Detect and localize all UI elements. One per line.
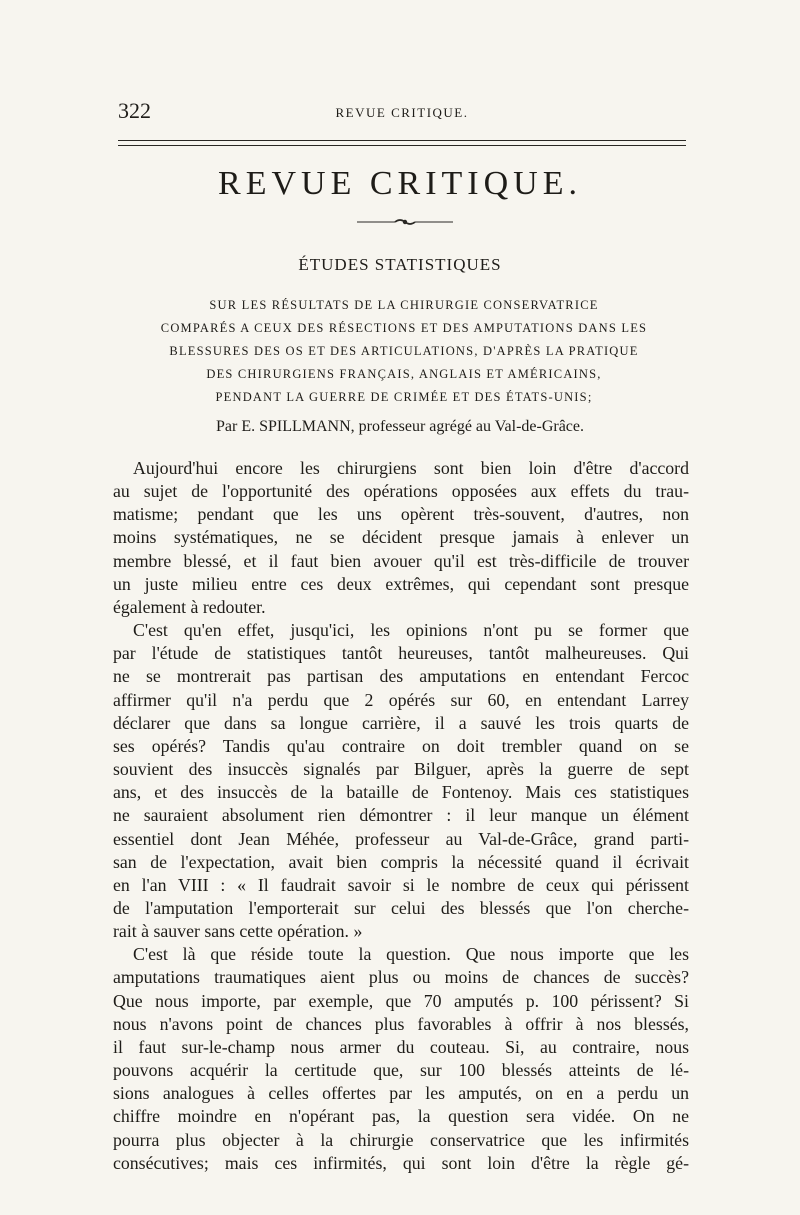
text-line: souvient des insuccès signalés par Bilguer, après la guerre de sept <box>113 759 689 780</box>
text-line: de l'amputation l'emporterait sur celui des blessés que l'on cherche- <box>113 897 689 918</box>
text-line: membre blessé, et il faut bien avouer qu'il est très-difficile de trouver <box>113 550 689 571</box>
section-title: ÉTUDES STATISTIQUES <box>298 255 502 274</box>
text-line: ne se montrerait pas partisan des amputations en entendant Fercoc <box>113 666 689 687</box>
text-line: moins systématiques, ne se décident presque jamais à enlever un <box>113 527 689 548</box>
text-line: nous n'avons point de chances plus favorables à offrir à nos blessés, <box>113 1013 689 1034</box>
text-line: rait à sauver sans cette opération. » <box>113 921 363 942</box>
paragraph-2 <box>113 619 689 943</box>
text-line: essentiel dont Jean Méhée, professeur au Val-de-Grâce, grand parti- <box>113 828 689 849</box>
text-line: C'est là que réside toute la question. Que nous importe que les <box>133 944 689 965</box>
paragraph-3 <box>113 943 689 1175</box>
text-line: ne sauraient absolument rien démontrer : il leur manque un élément <box>113 805 689 826</box>
text-line: sions analogues à celles offertes par les amputés, on en a perdu un <box>113 1083 689 1104</box>
text-line: Aujourd'hui encore les chirurgiens sont bien loin d'être d'accord <box>133 458 689 478</box>
subtitle-line: DES CHIRURGIENS FRANÇAIS, ANGLAIS ET AMÉRICAINS, <box>206 367 602 381</box>
text-line: C'est qu'en effet, jusqu'ici, les opinions n'ont pu se former que <box>133 620 689 641</box>
subtitle-line: SUR LES RÉSULTATS DE LA CHIRURGIE CONSERVATRICE <box>209 298 599 312</box>
running-title: REVUE CRITIQUE. <box>335 105 469 120</box>
author-byline: Par E. SPILLMANN, professeur agrégé au Val-de-Grâce. <box>215 418 585 435</box>
article-body <box>113 457 689 1175</box>
text-line: ses opérés? Tandis qu'au contraire on doit trembler quand on se <box>113 735 689 756</box>
header-rule-bottom <box>118 145 686 146</box>
text-line: ans, et des insuccès de la bataille de Fontenoy. Mais ces statistiques <box>113 782 689 803</box>
text-line: san de l'expectation, avait bien compris la nécessité quand il écrivait <box>113 851 689 872</box>
text-line: consécutives; mais ces infirmités, qui sont loin d'être la règle gé- <box>113 1152 689 1173</box>
text-line: en l'an VIII : « Il faudrait savoir si le nombre de ceux qui périssent <box>113 874 689 895</box>
paragraph-1 <box>113 457 689 619</box>
text-line: chiffre moindre en n'opérant pas, la question sera vidée. On ne <box>113 1106 689 1127</box>
text-line: Que nous importe, par exemple, que 70 amputés p. 100 périssent? Si <box>113 990 689 1011</box>
text-line: matisme; pendant que les uns opèrent très-souvent, d'autres, non <box>113 504 689 525</box>
header-rule-top <box>118 140 686 141</box>
text-line: pourra plus objecter à la chirurgie conservatrice que les infirmités <box>113 1129 689 1150</box>
main-title: REVUE CRITIQUE. <box>218 165 582 202</box>
text-line: par l'étude de statistiques tantôt heureuses, tantôt malheureuses. Qui <box>113 643 689 664</box>
text-line: pouvons acquérir la certitude que, sur 100 blessés atteints de lé- <box>113 1060 689 1081</box>
text-line: amputations traumatiques aient plus ou moins de chances de succès? <box>113 967 689 988</box>
ornament-divider <box>355 213 455 231</box>
subtitle-line: BLESSURES DES OS ET DES ARTICULATIONS, D'APRÈS LA PRATIQUE <box>169 344 639 358</box>
text-line: un juste milieu entre ces deux extrêmes, qui cependant sont presque <box>113 573 689 594</box>
subtitle-line: COMPARÉS A CEUX DES RÉSECTIONS ET DES AMPUTATIONS DANS LES <box>160 321 648 335</box>
text-line: déclarer que dans sa longue carrière, il a sauvé les trois quarts de <box>113 712 689 733</box>
text-line: également à redouter. <box>113 596 266 617</box>
text-line: il faut sur-le-champ nous armer du couteau. Si, au contraire, nous <box>113 1036 689 1057</box>
running-head <box>118 98 686 128</box>
subtitle-line: PENDANT LA GUERRE DE CRIMÉE ET DES ÉTATS-UNIS; <box>215 390 593 404</box>
subtitle-block <box>118 294 690 409</box>
text-line: au sujet de l'opportunité des opérations opposées aux effets du trau- <box>113 481 689 502</box>
page-number: 322 <box>118 98 151 123</box>
text-line: affirmer qu'il n'a perdu que 2 opérés sur 60, en entendant Larrey <box>113 689 689 710</box>
